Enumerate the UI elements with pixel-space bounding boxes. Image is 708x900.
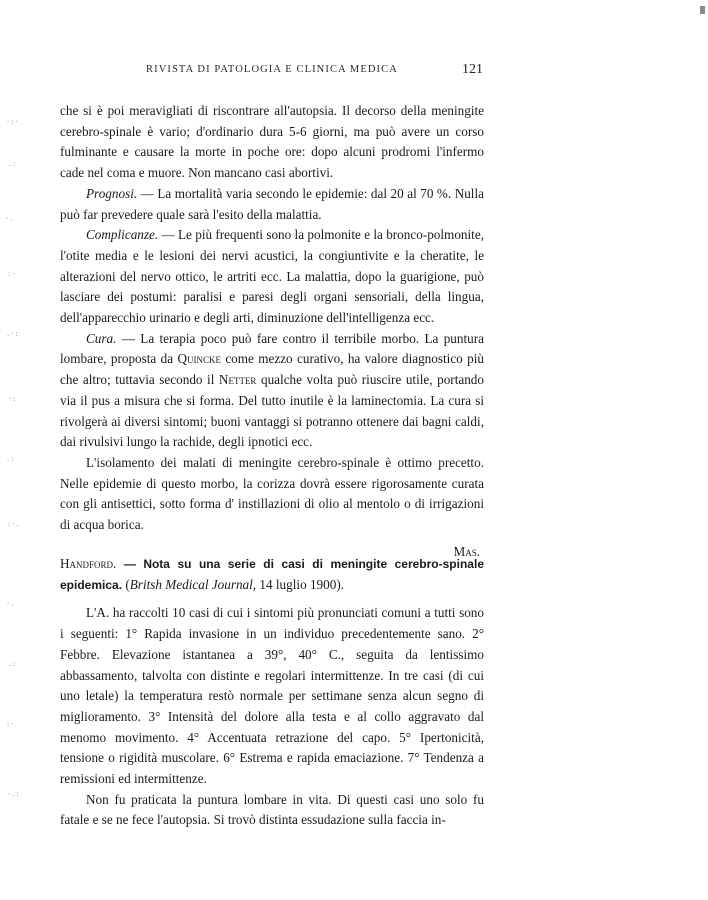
margin-speck: :· [7,270,16,278]
margin-speck: :· [6,720,15,728]
margin-speck: .: [8,660,17,668]
cura-label: Cura. [86,330,117,346]
paragraph: che si è poi meravigliati di riscontrare all'autopsia. Il decorso della meningite cerebro-spinale è vario; d'ordinario dura 5-6 giorni, ma può avere un corso fulminante e causare la morte in poche ore: dopo alcuni prodromi l'infermo cade nel coma e muore. Non mancano casi abortivi. [60,103,484,181]
prognosi-text: — La mortalità varia secondo le epidemie: dal 20 al 70 %. Nulla può far prevedere quale sarà l'esito della malattia. [60,185,484,222]
scan-corner-mark [700,6,705,14]
author-quincke: Quincke [177,351,221,367]
paragraph: L'isolamento dei malati di meningite cerebro-spinale è ottimo precetto. Nelle epidemie di questo morbo, la corizza dovrà essere rigorosamente curata con gli antisettici, sotto forma d' instillazioni di olio al mentolo o di irrigazioni di acqua borica. [60,454,484,533]
section-meningite-continued [60,101,484,562]
source-date: 14 luglio 1900). [256,576,345,592]
article-heading [60,554,484,595]
paragraph-complicanze [60,225,484,329]
paragraph-cura [60,329,484,453]
journal-name: Britsh Medical Journal, [129,576,257,592]
paragraph-prognosi [60,184,484,225]
running-title: RIVISTA DI PATOLOGIA E CLINICA MEDICA [146,64,398,75]
margin-speck: ·. [6,600,15,608]
margin-speck: ·: [8,395,17,403]
complicanze-text: — Le più frequenti sono la polmonite e la bronco-polmonite, l'otite media e le lesioni dei nervi acustici, la congiuntivite e la cheratite, le alterazioni del nervo ottico, le artriti ecc. La malattia, dopo la guarigione, può lasciare dei postumi: paralisi e paresi degli organi sensoriali, della lingua, dell'apparecchio urinario e degli arti, diminuzione dell'intelligenza ecc. [60,227,484,326]
margin-speck: ·. [5,215,14,223]
signature: Mas. [453,543,480,559]
cura-text: come mezzo curativo, ha valore diagnostico più che altro; tuttavia secondo il [60,351,484,388]
page-number: 121 [462,62,483,77]
cura-text: — La terapia poco può fare contro il terribile morbo. La puntura lombare, proposta da [60,330,484,367]
margin-speck: ·.: [7,790,20,798]
margin-speck: .·: [6,330,19,338]
author-netter: Netter [218,372,257,388]
prognosi-label: Prognosi. [86,185,138,201]
article-title: Nota su una serie di casi di meningite cerebro-spinale epidemica. [60,557,484,592]
section-handford [60,554,484,831]
margin-speck: .: [8,160,17,168]
margin-speck: :·. [7,520,20,528]
paragraph: L'A. ha raccolti 10 casi di cui i sintomi più pronunciati comuni a tutti sono i seguenti: 1° Rapida invasione in un individuo precedentemente sano. 2° Febbre. Elevazione istantanea a 39°, 40° C., seguita da lentissimo abbassamento, talvolta con distinte e regolari intermittenze. In tre casi (di cui uno letale) la temperatura restò normale per settimane senza alcun segno di miglioramento. 3° Intensità del dolore alla testa e al collo aggravato dal menomo movimento. 4° Accentuata retrazione del capo. 5° Ipertonicità, tensione o rigidità muscolare. 6° Estrema e rapida emaciazione. 7° Tendenza a remissioni ed intermittenze. [60,605,484,787]
heading-dash: — [116,557,144,571]
paragraph: Non fu praticata la puntura lombare in vita. Di questi casi uno solo fu fatale e se ne fece l'autopsia. Si trovò distinta essudazione sulla faccia in- [60,791,484,828]
margin-speck: .: [6,455,15,463]
article-author: Handford. [60,556,117,571]
complicanze-label: Complicanze. [86,227,159,243]
margin-speck: ·:· [6,118,19,126]
source-open: ( [122,576,130,592]
cura-text: qualche volta può riuscire utile, portando via il pus a misura che si forma. Del tutto inutile è la laminectomia. La cura si rivolgerà ai diversi sintomi; buoni vantaggi si potranno ottenere dai bagni caldi, dai rivulsivi lungo la rachide, degli ipnotici ecc. [60,372,484,450]
